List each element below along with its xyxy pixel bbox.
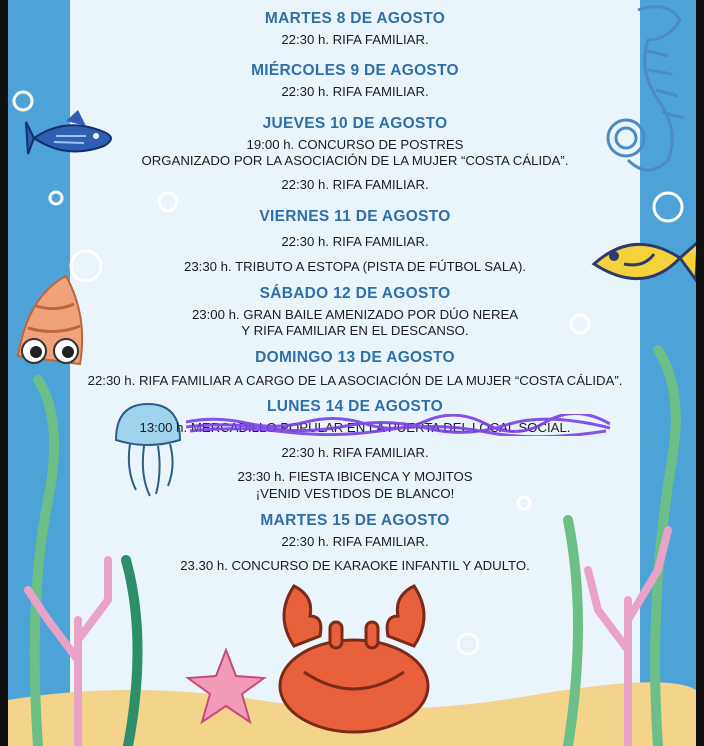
crab-icon: [280, 586, 428, 732]
event-line: 23.30 h. CONCURSO DE KARAOKE INFANTIL Y ADULTO.: [180, 558, 530, 573]
event-line: ORGANIZADO POR LA ASOCIACIÓN DE LA MUJER “COSTA CÁLIDA”.: [141, 153, 569, 168]
day-heading: VIERNES 11 DE AGOSTO: [259, 208, 451, 225]
day-heading: MARTES 15 DE AGOSTO: [260, 512, 450, 529]
day-heading: MIÉRCOLES 9 DE AGOSTO: [251, 62, 459, 79]
day-heading: DOMINGO 13 DE AGOSTO: [255, 349, 455, 366]
event-line: 22:30 h. RIFA FAMILIAR.: [281, 177, 429, 192]
event-line: ¡VENID VESTIDOS DE BLANCO!: [255, 486, 455, 501]
scribble-strikeout: [186, 414, 610, 436]
event-line: 22:30 h. RIFA FAMILIAR.: [281, 534, 429, 549]
event-line: 23:30 h. FIESTA IBICENCA Y MOJITOS: [237, 469, 473, 484]
event-line: 22:30 h. RIFA FAMILIAR A CARGO DE LA ASOCIACIÓN DE LA MUJER “COSTA CÁLIDA”.: [87, 373, 623, 388]
event-line: 22:30 h. RIFA FAMILIAR.: [281, 32, 429, 47]
event-line: 22:30 h. RIFA FAMILIAR.: [281, 445, 429, 460]
event-line-crossed-out: 13:00 h. MERCADILLO POPULAR EN LA PUERTA DEL LOCAL SOCIAL.: [139, 420, 571, 435]
day-heading: SÁBADO 12 DE AGOSTO: [259, 285, 451, 302]
event-line: 19:00 h. CONCURSO DE POSTRES: [246, 137, 464, 152]
day-heading: LUNES 14 DE AGOSTO: [267, 398, 443, 415]
event-line: Y RIFA FAMILIAR EN EL DESCANSO.: [241, 323, 469, 338]
event-line: 22:30 h. RIFA FAMILIAR.: [281, 234, 429, 249]
event-line: 23:30 h. TRIBUTO A ESTOPA (PISTA DE FÚTBOL SALA).: [183, 259, 527, 274]
day-heading: MARTES 8 DE AGOSTO: [264, 10, 446, 27]
poster: [8, 0, 696, 746]
event-line: 23:00 h. GRAN BAILE AMENIZADO POR DÚO NEREA: [191, 307, 519, 322]
event-line: 22:30 h. RIFA FAMILIAR.: [281, 84, 429, 99]
day-heading: JUEVES 10 DE AGOSTO: [262, 115, 448, 132]
